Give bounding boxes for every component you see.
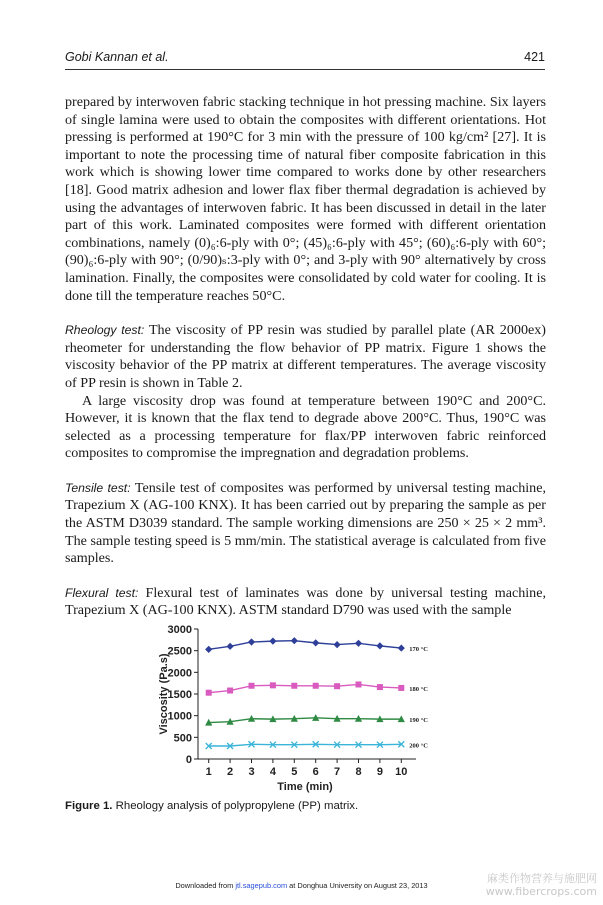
data-point xyxy=(227,643,234,650)
series-label: 200 °C xyxy=(409,742,428,750)
viscosity-chart xyxy=(156,617,456,795)
watermark-line-2: www.fibercrops.com xyxy=(485,885,597,898)
figure-caption-label: Figure 1. xyxy=(65,800,113,812)
x-tick-label: 10 xyxy=(395,766,408,778)
figure-1 xyxy=(156,617,456,795)
x-tick-label: 3 xyxy=(248,766,255,778)
series-line xyxy=(209,684,402,692)
watermark-line-1: 麻类作物营养与施肥网 xyxy=(487,872,597,885)
y-tick-label: 0 xyxy=(185,754,192,766)
series-label: 170 °C xyxy=(409,646,428,654)
y-tick-label: 3000 xyxy=(167,624,192,636)
footer-suffix: at Donghua University on August 23, 2013 xyxy=(289,881,428,890)
series-label: 190 °C xyxy=(409,717,428,725)
site-watermark xyxy=(486,872,597,898)
data-point xyxy=(291,683,297,689)
paragraph-processing xyxy=(65,94,546,305)
body-text xyxy=(65,94,546,620)
paragraph-lead: Flexural test: xyxy=(65,585,139,600)
paragraph-lead: Tensile test: xyxy=(65,480,131,495)
paragraph-text: A large viscosity drop was found at temperature between 190°C and 200°C. However, it is known that the flax tend to degrade above 200°C. Thus, 190°C was selected as a processing temperature for flax/PP interwoven fabric reinforced composites to compromise the impregnation and degradation problems. xyxy=(65,392,546,462)
data-point xyxy=(355,640,362,647)
figure-caption-text: Rheology analysis of polypropylene (PP) matrix. xyxy=(115,800,359,812)
running-header xyxy=(65,50,545,68)
data-point xyxy=(312,639,319,646)
paragraph-lead: Rheology test: xyxy=(65,323,145,338)
data-point xyxy=(376,642,383,649)
paragraph-rheology xyxy=(65,322,546,392)
data-point xyxy=(313,683,319,689)
data-point xyxy=(334,683,340,689)
data-point xyxy=(356,681,362,687)
data-point xyxy=(205,646,212,653)
series-line xyxy=(209,641,402,650)
paragraph-text: prepared by interwoven fabric stacking technique in hot pressing machine. Six layers of single lamina were used to obtain the composites with different orientations. Hot pressing is performed at 190°C for 3 min with the pressure of 100 kg/cm² [27]. It is important to note the processing time of natural fiber composite fabrication in this work which is showing lower time compared to works done by other researchers [18]. Good matrix adhesion and lower flax fiber thermal degradation is achieved by using the advantages of interwoven fabric. It has been discussed in detail in the later part of this work. Laminated composites were formed with different orientation combinations, namely (0)₆:6-ply with 0°; (45)₆:6-ply with 45°; (60)₆:6-ply with 60°; (90)₆:6-ply with 90°; (0/90)ₛ:3-ply with 0°; and 3-ply with 90° alternatively by cross lamination. Finally, the composites were consolidated by cold water for cooling. It is done till the temperature reaches 50°C. xyxy=(65,94,546,304)
x-tick-label: 4 xyxy=(269,766,276,778)
y-tick-label: 500 xyxy=(173,732,192,745)
x-tick-label: 5 xyxy=(291,766,298,778)
y-tick-label: 1000 xyxy=(167,710,192,723)
y-tick-label: 1500 xyxy=(167,689,192,701)
y-tick-label: 2500 xyxy=(167,645,192,658)
data-point xyxy=(334,641,341,648)
data-point xyxy=(270,682,276,688)
series-line xyxy=(209,718,402,723)
x-tick-label: 7 xyxy=(334,766,341,778)
paragraph-flexural xyxy=(65,585,546,620)
figure-caption xyxy=(65,800,358,812)
footer-link[interactable]: jtl.sagepub.com xyxy=(235,881,288,890)
header-rule xyxy=(65,69,545,70)
data-point xyxy=(249,683,255,689)
data-point xyxy=(398,685,404,691)
data-point xyxy=(377,684,383,690)
data-point xyxy=(269,638,276,645)
running-header-author: Gobi Kannan et al. xyxy=(65,50,169,64)
y-tick-label: 2000 xyxy=(167,667,192,680)
x-tick-label: 9 xyxy=(376,766,383,778)
data-point xyxy=(227,688,233,694)
x-tick-label: 2 xyxy=(227,766,234,778)
paragraph-tensile xyxy=(65,480,546,568)
series-label: 180 °C xyxy=(409,685,428,693)
x-tick-label: 6 xyxy=(312,766,319,778)
paragraph-text: Tensile test of composites was performed by universal testing machine, Trapezium X (AG-100 KNX). It has been carried out by preparing the sample as per the ASTM D3039 standard. The sample working dimensions are 250 × 25 × 2 mm³. The sample testing speed is 5 mm/min. The statistical average is calculated from five samples. xyxy=(65,479,546,567)
x-tick-label: 1 xyxy=(205,766,212,778)
series-line xyxy=(209,744,402,746)
data-point xyxy=(398,644,405,651)
paragraph-text: The viscosity of PP resin was studied by parallel plate (AR 2000ex) rheometer for understanding the flow behavior of PP matrix. Figure 1 shows the viscosity behavior of the PP matrix at different temperatures. The average viscosity of PP resin is shown in Table 2. xyxy=(65,322,546,391)
x-tick-label: 8 xyxy=(355,766,362,778)
paragraph-text: Flexural test of laminates was done by universal testing machine, Trapezium X (AG-100 KNX). ASTM standard D790 was used with the sample xyxy=(65,584,546,619)
y-axis-label: Viscosity (Pa.s) xyxy=(158,653,170,735)
footer-prefix: Downloaded from xyxy=(175,881,234,890)
x-axis-label: Time (min) xyxy=(277,781,333,793)
data-point xyxy=(248,638,255,645)
data-point xyxy=(291,637,298,644)
paragraph-viscosity-drop xyxy=(65,393,546,463)
data-point xyxy=(206,690,212,696)
page-number: 421 xyxy=(524,50,545,64)
